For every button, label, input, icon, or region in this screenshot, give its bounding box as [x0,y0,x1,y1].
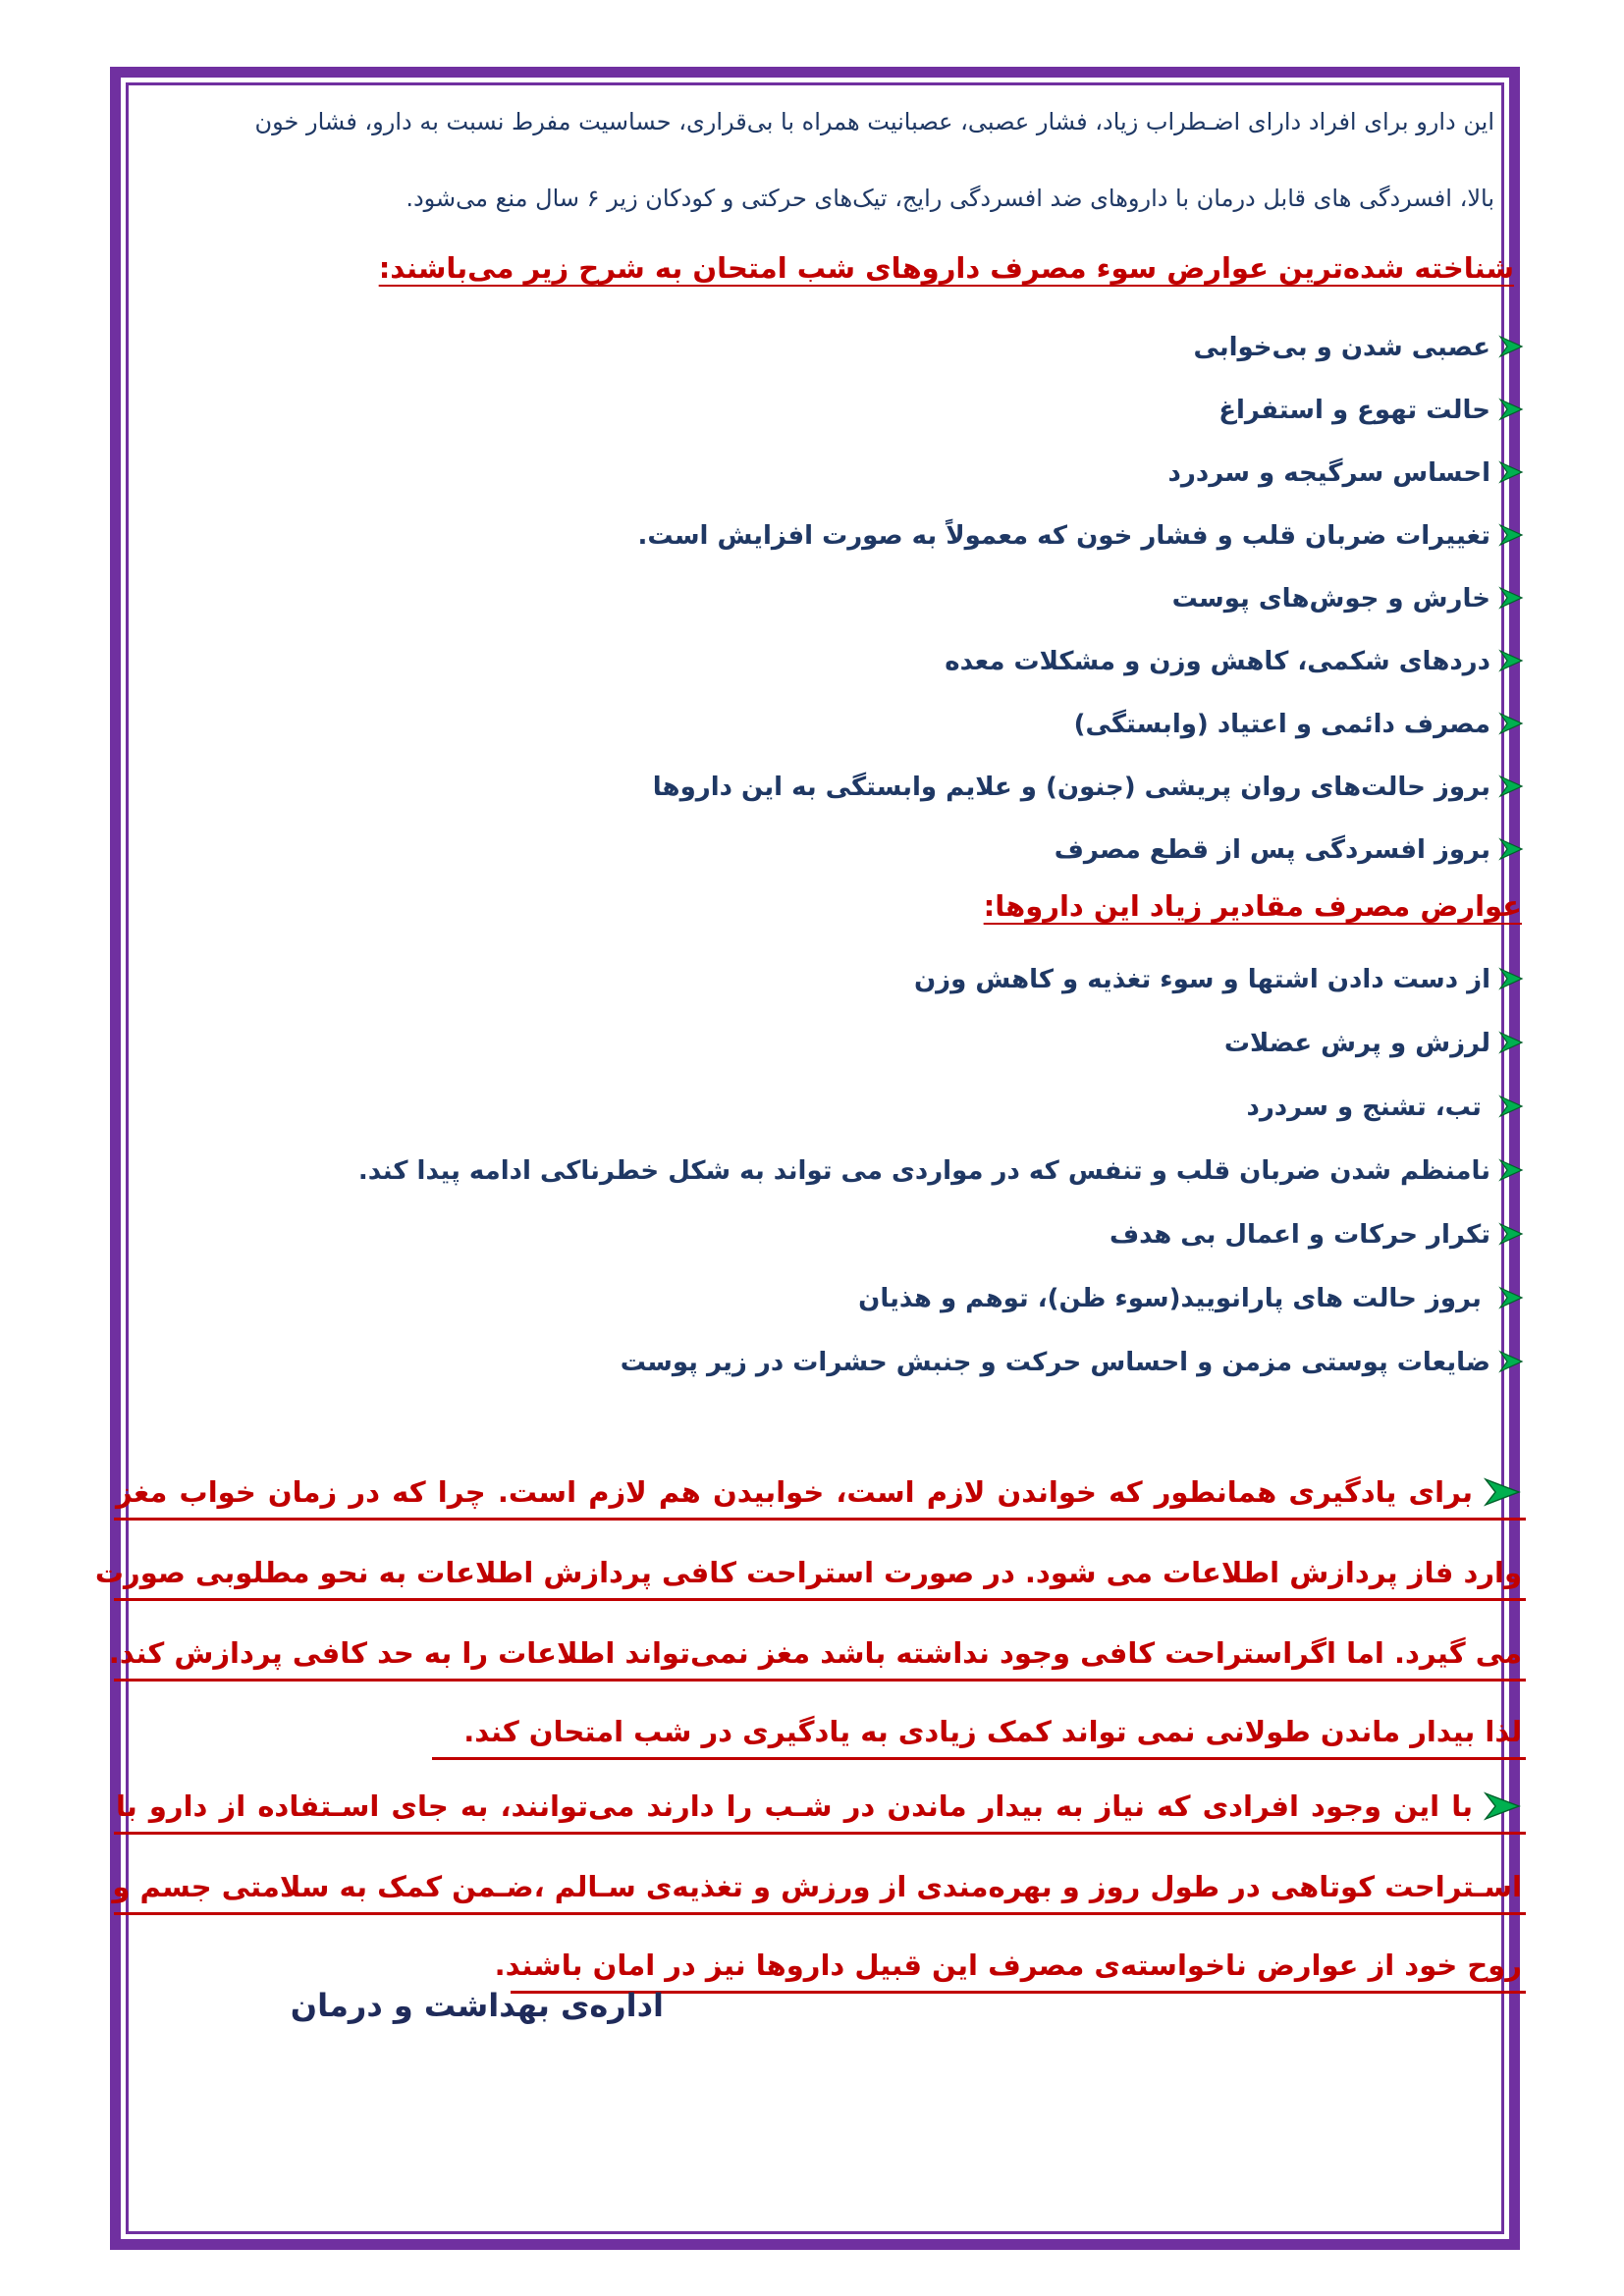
arrow-bullet-icon [1498,334,1524,359]
signature: اداره‌ی بهداشت و درمان [290,1987,664,2024]
para1-line: لذا بیدار ماندن طولانی نمی تواند کمک زیادی به یادگیری در شب امتحان کند. [463,1715,1522,1748]
section1-item: مصرف دائمی و اعتیاد (وابستگی) [1074,705,1524,744]
arrow-bullet-icon [1498,1221,1524,1247]
arrow-bullet-icon [1498,1285,1524,1310]
section2-item: نامنظم شدن ضربان قلب و تنفس که در مواردی می تواند به شکل خطرناکی ادامه پیدا کند. [358,1151,1524,1191]
intro-line-1: این دارو برای افراد دارای اضـطراب زیاد، فشار عصبی، عصبانیت همراه با بی‌قراری، حساسیت مفرط نسبت به دارو، فشار خون [254,108,1494,135]
section2-item: لرزش و پرش عضلات [1224,1024,1524,1063]
arrow-bullet-icon [1498,836,1524,862]
arrow-bullet-icon [1498,1349,1524,1374]
para1-line: برای یادگیری همانطور که خواندن لازم است، خوابیدن هم لازم است. چرا که در زمان خواب مغز [116,1468,1522,1516]
arrow-bullet-icon [1498,774,1524,799]
underline [114,1518,1526,1521]
para2-line: اسـتراحت کوتاهی در طول روز و بهره‌مندی از ورزش و تغذیه‌ی سـالم ،ضـمن کمک به سلامتی جسم و [112,1870,1522,1903]
arrow-bullet-icon [1498,397,1524,422]
underline [114,1912,1526,1915]
arrow-bullet-icon [1483,1475,1522,1509]
arrow-bullet-icon [1498,1157,1524,1183]
arrow-bullet-icon [1498,1094,1524,1119]
section1-item: حالت تهوع و استفراغ [1218,391,1524,430]
para2-line: با این وجود افرادی که نیاز به بیدار ماندن در شـب را دارند می‌توانند، به جای اسـتفاده از دارو با [116,1783,1522,1830]
underline [114,1598,1526,1601]
underline [114,1679,1526,1682]
section2-item: از دست دادن اشتها و سوء تغذیه و کاهش وزن [914,960,1524,999]
intro-line-2: بالا، افسردگی های قابل درمان با داروهای ضد افسردگی رایج، تیک‌های حرکتی و کودکان زیر ۶ سال منع می‌شود. [406,185,1494,212]
section1-item: احساس سرگیجه و سردرد [1168,454,1524,493]
arrow-bullet-icon [1498,648,1524,673]
underline [114,1832,1526,1835]
arrow-bullet-icon [1498,459,1524,485]
section1-item: دردهای شکمی، کاهش وزن و مشکلات معده [945,642,1524,681]
section2-item: تکرار حرکات و اعمال بی هدف [1110,1215,1524,1255]
para1-line: می گیرد. اما اگراستراحت کافی وجود نداشته باشد مغز نمی‌تواند اطلاعات را به حد کافی پردازش کند. [108,1636,1522,1670]
section1-item: عصبی شدن و بی‌خوابی [1194,328,1524,367]
arrow-bullet-icon [1498,522,1524,548]
arrow-bullet-icon [1498,585,1524,611]
arrow-bullet-icon [1498,711,1524,736]
section2-heading: عوارض مصرف مقادیر زیاد این داروها: [983,889,1522,923]
section2-item: ضایعات پوستی مزمن و احساس حرکت و جنبش حشرات در زیر پوست [621,1343,1524,1382]
section1-item: خارش و جوش‌های پوست [1172,579,1524,618]
section1-heading: شناخته شده‌ترین عوارض سوء مصرف داروهای شب امتحان به شرح زیر می‌باشند: [378,251,1514,285]
section2-item: بروز حالت های پارانویید(سوء ظن)، توهم و هذیان [858,1279,1524,1318]
arrow-bullet-icon [1498,1030,1524,1055]
section1-item: بروز حالت‌های روان پریشی (جنون) و علایم وابستگی به این داروها [653,768,1524,807]
section1-item: بروز افسردگی پس از قطع مصرف [1055,830,1524,870]
arrow-bullet-icon [1483,1789,1522,1823]
para1-line: وارد فاز پردازش اطلاعات می شود. در صورت استراحت کافی پردازش اطلاعات به نحو مطلوبی صورت [94,1556,1522,1589]
section2-item: تب، تشنج و سردرد [1247,1088,1525,1127]
para2-line: روح خود از عوارض ناخواسته‌ی مصرف این قبیل داروها نیز در امان باشند. [494,1949,1522,1982]
arrow-bullet-icon [1498,966,1524,991]
underline [432,1757,1526,1760]
section1-item: تغییرات ضربان قلب و فشار خون که معمولاً به صورت افزایش است. [638,516,1524,556]
